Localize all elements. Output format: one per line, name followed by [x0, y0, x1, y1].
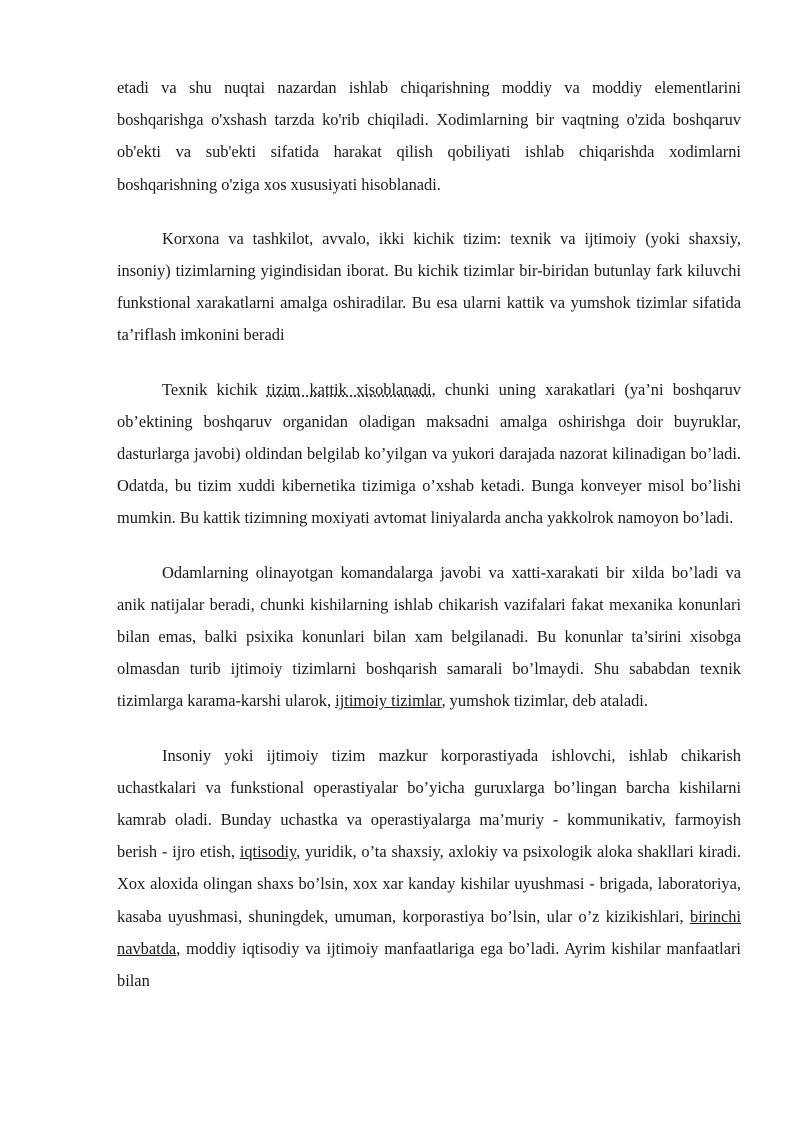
document-page [117, 72, 741, 1019]
link-ijtimoiy-tizimlar[interactable]: ijtimoiy tizimlar [335, 691, 442, 711]
paragraph-5-text-before: Insoniy yoki ijtimoiy tizim mazkur korporastiyada ishlovchi, ishlab chikarish uchastkalari va funkstional operastiyalar bo’yicha guruxlarga bo’lingan barcha kishilarni kamrab oladi. Bunday uchastka va operastiyalarga ma’muriy - kommunikativ, farmoyish berish - ijro etish, [117, 745, 741, 862]
paragraph-1 [117, 72, 741, 201]
link-birinchi-navbatda[interactable]: birinchi navbatda [117, 906, 741, 958]
paragraph-4-text-before: Odamlarning olinayotgan komandalarga javobi va xatti-xarakati bir xilda bo’ladi va anik natijalar beradi, chunki kishilarning ishlab chikarish vazifalari fakat mexanika konunlari bilan emas, balki psixika konunlari bilan xam belgilanadi. Bu konunlar ta’sirini xisobga olmasdan turib ijtimoiy tizimlarni boshqarish samarali bo’lmaydi. Shu sababdan texnik tizimlarga karama-karshi ularok, [117, 562, 741, 711]
paragraph-5-text-middle: , yuridik, o’ta shaxsiy, axlokiy va psixologik aloka shakllari kiradi. Xox aloxida olingan shaxs bo’lsin, xox xar kanday kishilar uyushmasi - brigada, laboratoriya, kasaba uyushmasi, shuningdek, umuman, korporastiya bo’lsin, ular o’z kizikishlari, [117, 842, 741, 926]
paragraph-3-text-after: , chunki uning xarakatlari (ya’ni boshqaruv ob’ektining boshqaruv organidan oladigan maksadni amalga oshirishga doir buyruklar, dasturlarga javobi) oldindan belgilab ko’yilgan va yukori darajada nazorat kilinadigan bo’ladi. Odatda, bu tizim xuddi kibernetika tizimiga o’xshab ketadi. Bunga konveyer misol bo’lishi mumkin. Bu kattik tizimning moxiyati avtomat liniyalarda ancha yakkolrok namoyon bo’ladi. [117, 379, 741, 528]
paragraph-1-text: etadi va shu nuqtai nazardan ishlab chiqarishning moddiy va moddiy elementlarini boshqarishga o'xshash tarzda ko'rib chiqiladi. Xodimlarning bir vaqtning o'zida boshqaruv ob'ekti va sub'ekti sifatida harakat qilish qobiliyati ishlab chiqarishda xodimlarni boshqarishning o'ziga xos xususiyati hisoblanadi. [117, 78, 741, 194]
paragraph-3-text-before: Texnik kichik [162, 379, 267, 399]
paragraph-4-text-after: , yumshok tizimlar, deb ataladi. [441, 691, 648, 711]
paragraph-2-text: Korxona va tashkilot, avvalo, ikki kichik tizim: texnik va ijtimoiy (yoki shaxsiy, insoniy) tizimlarning yigindisidan iborat. Bu kichik tizimlar bir-biridan butunlay fark kiluvchi funkstional xarakatlarni amalga oshiradilar. Bu esa ularni kattik va yumshok tizimlar sifatida ta’riflash imkonini beradi [117, 228, 741, 345]
link-tizim-kattik-xisoblanadi[interactable]: tizim kattik xisoblanadi [266, 379, 432, 399]
link-iqtisodiy[interactable]: iqtisodiy [239, 842, 297, 862]
paragraph-2 [117, 223, 741, 352]
paragraph-5 [117, 740, 741, 998]
paragraph-3 [117, 374, 741, 535]
paragraph-4 [117, 557, 741, 718]
paragraph-5-text-after: , moddiy iqtisodiy va ijtimoiy manfaatlariga ega bo’ladi. Ayrim kishilar manfaatlari bilan [117, 938, 741, 991]
